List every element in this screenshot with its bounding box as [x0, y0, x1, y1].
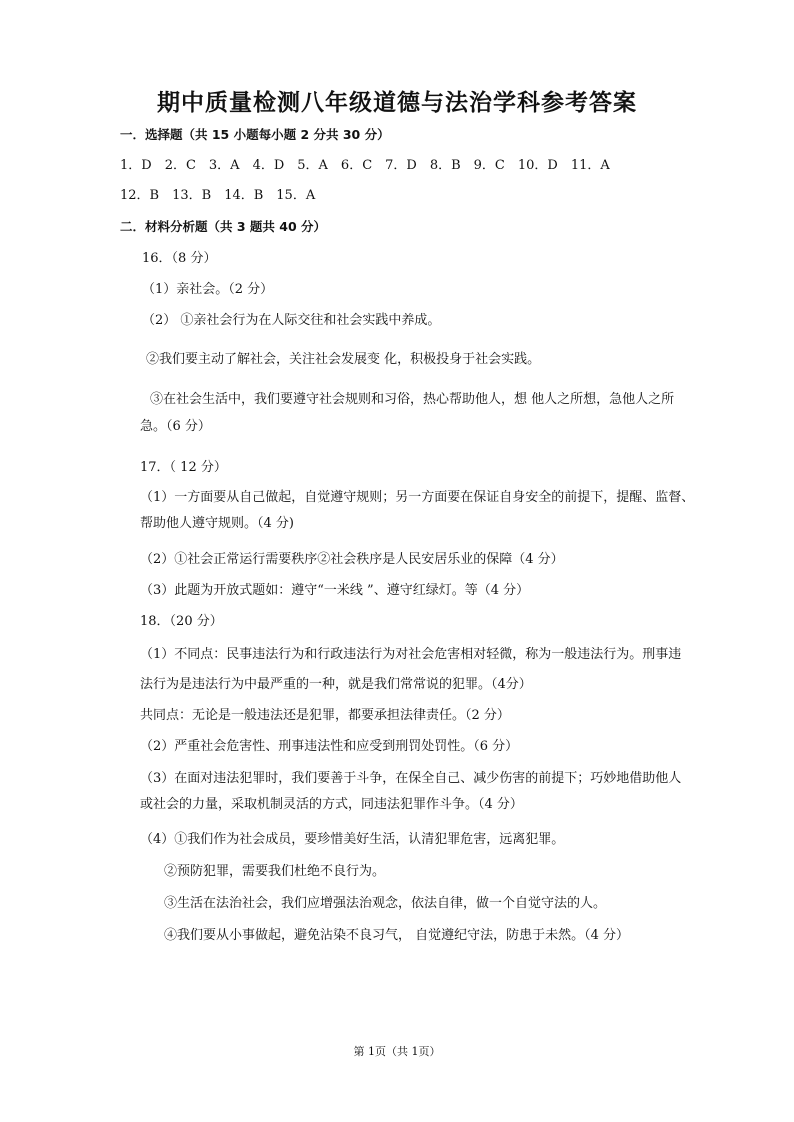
q18-answer-4-2: ②预防犯罪，需要我们杜绝不良行为。: [164, 864, 386, 879]
q18-answer-3b: 或社会的力量，采取机制灵活的方式，同违法犯罪作斗争。（4 分）: [140, 797, 523, 812]
q17-answer-3: （3）此题为开放式题如：遵守“一米线 ”、遵守红绿灯。等（4 分）: [140, 583, 530, 598]
q16-answer-2-3b: 急。（6 分）: [140, 419, 211, 434]
q17-answer-1b: 帮助他人遵守规则。（4 分): [140, 516, 294, 531]
q18-answer-1a: （1）不同点：民事违法行为和行政违法行为对社会危害相对轻微，称为一般违法行为。刑事违: [140, 647, 682, 662]
answers-row-1: 1．D 2．C 3．A 4．D 5．A 6．C 7．D 8．B 9．C 10．D 11．A: [120, 158, 610, 173]
q16-answer-2-3a: ③在社会生活中，我们要遵守社会规则和习俗，热心帮助他人，想 他人之所想，急他人之所: [150, 392, 675, 407]
q18-answer-2: （2）严重社会危害性、刑事违法性和应受到刑罚处罚性。（6 分）: [140, 739, 519, 754]
q16-answer-1: （1）亲社会。（2 分）: [142, 282, 274, 297]
page-footer: 第 1页（共 1页）: [353, 1045, 441, 1058]
q17-answer-2: （2）①社会正常运行需要秩序②社会秩序是人民安居乐业的保障（4 分）: [140, 552, 564, 567]
section1-heading: 一．选择题（共 15 小题每小题 2 分共 30 分）: [120, 127, 390, 142]
section2-heading: 二．材料分析题（共 3 题共 40 分）: [120, 219, 327, 234]
q18-answer-1b: 法行为是违法行为中最严重的一种，就是我们常常说的犯罪。（4分）: [140, 677, 532, 692]
q18-answer-1c: 共同点：无论是一般违法还是犯罪，都要承担法律责任。（2 分）: [140, 708, 510, 723]
answers-row-2: 12．B 13．B 14．B 15．A: [120, 188, 316, 203]
q16-answer-2-1: （2） ①亲社会行为在人际交往和社会实践中养成。: [142, 313, 441, 328]
q17-answer-1a: （1）一方面要从自己做起，自觉遵守规则；另一方面要在保证自身安全的前提下，提醒、监督、: [140, 490, 695, 505]
q18-answer-3a: （3）在面对违法犯罪时，我们要善于斗争，在保全自己、减少伤害的前提下；巧妙地借助他人: [140, 771, 682, 786]
q18-answer-4-1: （4）①我们作为社会成员，要珍惜美好生活，认清犯罪危害，远离犯罪。: [140, 832, 565, 847]
q18-heading: 18．（20 分）: [140, 614, 223, 629]
q16-answer-2-2: ②我们要主动了解社会，关注社会发展变 化，积极投身于社会实践。: [146, 352, 541, 367]
q16-heading: 16．（8 分）: [142, 251, 217, 266]
q18-answer-4-3: ③生活在法治社会，我们应增强法治观念，依法自律，做一个自觉守法的人。: [164, 896, 607, 911]
q17-heading: 17．（ 12 分）: [140, 460, 227, 475]
page-title: 期中质量检测八年级道德与法治学科参考答案: [157, 90, 637, 116]
q18-answer-4-4: ④我们要从小事做起，避免沾染不良习气， 自觉遵纪守法，防患于未然。（4 分）: [164, 928, 630, 943]
